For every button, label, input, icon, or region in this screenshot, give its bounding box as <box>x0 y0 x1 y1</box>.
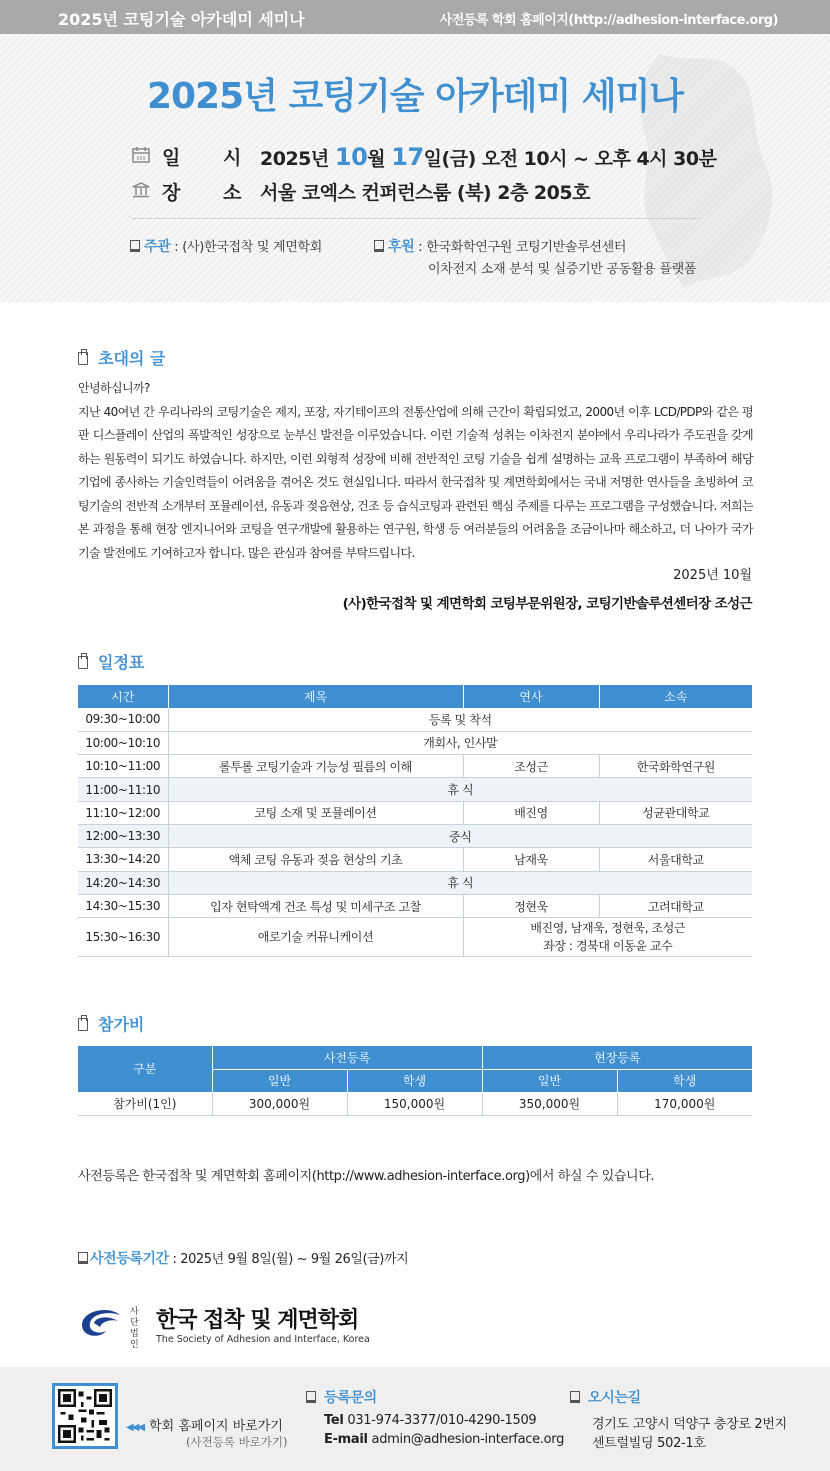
greeting: 안녕하십니까? <box>78 381 150 395</box>
bookmark-icon <box>570 1391 580 1403</box>
fee-table <box>78 1046 752 1116</box>
bookmark-icon <box>306 1391 316 1403</box>
table-row: 10:00~10:10 개회사, 인사말 <box>78 731 752 754</box>
col-speaker: 연사 <box>463 685 599 708</box>
calendar-icon <box>132 147 150 163</box>
top-bar-title: 2025년 코팅기술 아카데미 세미나 <box>58 10 305 29</box>
table-row: 09:30~10:00 등록 및 착석 <box>78 708 752 731</box>
date-label: 일 시 <box>162 147 260 169</box>
table-row: 10:10~11:00 롤투롤 코팅기술과 기능성 필름의 이해 조성근 한국화학연구원 <box>78 755 752 778</box>
registration-period: 사전등록기간 : 2025년 9월 8일(월) ~ 9월 26일(금)까지 <box>78 1248 408 1268</box>
table-row: 13:30~14:20 액체 코팅 유동과 젖음 현상의 기초 남재욱 서울대학교 <box>78 848 752 871</box>
fee-onsite-header: 현장등록 <box>482 1046 752 1069</box>
address-line-1: 경기도 고양시 덕양구 충장로 2번지 <box>592 1417 787 1432</box>
fee-preregistration-header: 사전등록 <box>212 1046 482 1069</box>
society-name: 한국 접착 및 계면학회 <box>156 1308 359 1333</box>
schedule-heading: 일정표 <box>78 650 144 673</box>
address-line-2: 센트럴빌딩 502-1호 <box>592 1436 706 1451</box>
invitation-heading: 초대의 글 <box>78 346 165 369</box>
society-english-name: The Society of Adhesion and Interface, Korea <box>156 1334 370 1345</box>
footer <box>0 1367 830 1471</box>
clipboard-icon <box>78 656 88 669</box>
hero-banner <box>0 34 830 302</box>
contact-info: 등록문의 Tel 031-974-3377/010-4290-1509 E-mail admin@adhesion-interface.org <box>306 1387 377 1407</box>
qr-code-icon[interactable] <box>52 1383 118 1449</box>
bookmark-icon <box>78 1252 88 1264</box>
col-affiliation: 소속 <box>599 685 752 708</box>
table-row: 14:30~15:30 입자 현탁액계 건조 특성 및 미세구조 고찰 정현욱 고려대학교 <box>78 894 752 917</box>
divider <box>132 218 700 219</box>
top-bar-registration-link[interactable]: 사전등록 학회 홈페이지(http://adhesion-interface.org) <box>439 13 778 28</box>
homepage-link-sub: (사전등록 바로가기) <box>186 1435 288 1449</box>
schedule-header-row <box>78 685 752 708</box>
col-time: 시간 <box>78 685 168 708</box>
host-info: 주관 : (사)한국접착 및 계면학회 <box>130 236 322 256</box>
registration-note: 사전등록은 한국접착 및 계면학회 홈페이지(http://www.adhesion-interface.org)에서 하실 수 있습니다. <box>78 1169 655 1184</box>
table-row: 15:30~16:30 애로기술 커뮤니케이션 배진영, 남재욱, 정현욱, 조성근 좌장 : 경북대 이동윤 교수 <box>78 918 752 957</box>
schedule-table <box>78 685 752 957</box>
fee-category-header: 구분 <box>78 1046 212 1092</box>
clipboard-icon <box>78 352 88 365</box>
building-icon <box>132 182 150 198</box>
top-bar <box>0 0 830 34</box>
table-row: 14:20~14:30 휴 식 <box>78 871 752 894</box>
society-type: 사단 법인 <box>130 1307 139 1350</box>
homepage-link[interactable]: ◀◀◀ 학회 홈페이지 바로가기 <box>126 1419 283 1434</box>
col-title: 제목 <box>168 685 463 708</box>
sponsor-info: 후원 : 한국화학연구원 코팅기반솔루션센터 이차전지 소재 분석 및 실증기반 공동활용 플랫폼 <box>374 236 626 256</box>
invitation-letter <box>78 377 753 565</box>
table-row: 참가비(1인) 300,000원 150,000원 350,000원 170,000원 <box>78 1092 752 1115</box>
bookmark-icon <box>374 240 384 252</box>
contact-tel: Tel 031-974-3377/010-4290-1509 <box>324 1413 537 1428</box>
date-value: 2025년 10월 17일(금) 오전 10시 ~ 오후 4시 30분 <box>260 143 717 171</box>
table-row: 12:00~13:30 중식 <box>78 824 752 847</box>
letter-signature: (사)한국접착 및 계면학회 코팅부문위원장, 코팅기반솔루션센터장 조성근 <box>342 596 752 612</box>
hero-title: 2025년 코팅기술 아카데미 세미나 <box>146 76 684 117</box>
letter-date: 2025년 10월 <box>673 568 752 583</box>
clipboard-icon <box>78 1018 88 1031</box>
venue-label: 장 소 <box>162 182 260 204</box>
venue-value: 서울 코엑스 컨퍼런스룸 (북) 2층 205호 <box>260 182 590 204</box>
arrow-left-icon: ◀◀◀ <box>126 1422 144 1433</box>
bookmark-icon <box>130 240 140 252</box>
invitation-body: 지난 40여년 간 우리나라의 코팅기술은 제지, 포장, 자기테이프의 전통산업에 의해 근간이 확립되었고, 2000년 이후 LCD/PDP와 같은 평판 디스플레이 산업의 폭발적인 성장으로 눈부신 발전을 이루었습니다. 이런 기술적 성취는 이차전지 분야에서 우리나라가 주도권을 갖게 하는 원동력이 되기도 하였습니다. 하지만, 이런 외형적 성장에 비해 전반적인 코팅 기술을 쉽게 설명하는 교육 프로그램이 부족하여 해당 기업에 종사하는 기술인력들이 어려움을 겪어온 것도 현실입니다. 따라서 한국접착 및 계면학회에서는 국내 저명한 연사들을 초빙하여 코팅기술의 전반적 소개부터 포뮬레이션, 유동과 젖음현상, 건조 등 습식코팅과 관련된 핵심 주제를 다루는 프로그램을 구성했습니다. 저희는 본 과정을 통해 현장 엔지니어와 코팅을 연구개발에 활용하는 연구원, 학생 등 여러분들의 어려움을 조금이나마 해소하고, 더 나아가 국가 기술 발전에도 기여하고자 합니다. 많은 관심과 참여를 부탁드립니다. <box>78 404 753 560</box>
contact-email[interactable]: E-mail admin@adhesion-interface.org <box>324 1432 565 1447</box>
society-logo-icon <box>78 1305 124 1339</box>
location-info: 오시는길 경기도 고양시 덕양구 충장로 2번지 센트럴빌딩 502-1호 <box>570 1387 641 1407</box>
fee-header-row <box>78 1046 752 1069</box>
table-row: 11:00~11:10 휴 식 <box>78 778 752 801</box>
fee-heading: 참가비 <box>78 1012 144 1035</box>
fee-subheader-row: 일반 학생 일반 학생 <box>78 1069 752 1092</box>
table-row: 11:10~12:00 코팅 소재 및 포뮬레이션 배진영 성균관대학교 <box>78 801 752 824</box>
